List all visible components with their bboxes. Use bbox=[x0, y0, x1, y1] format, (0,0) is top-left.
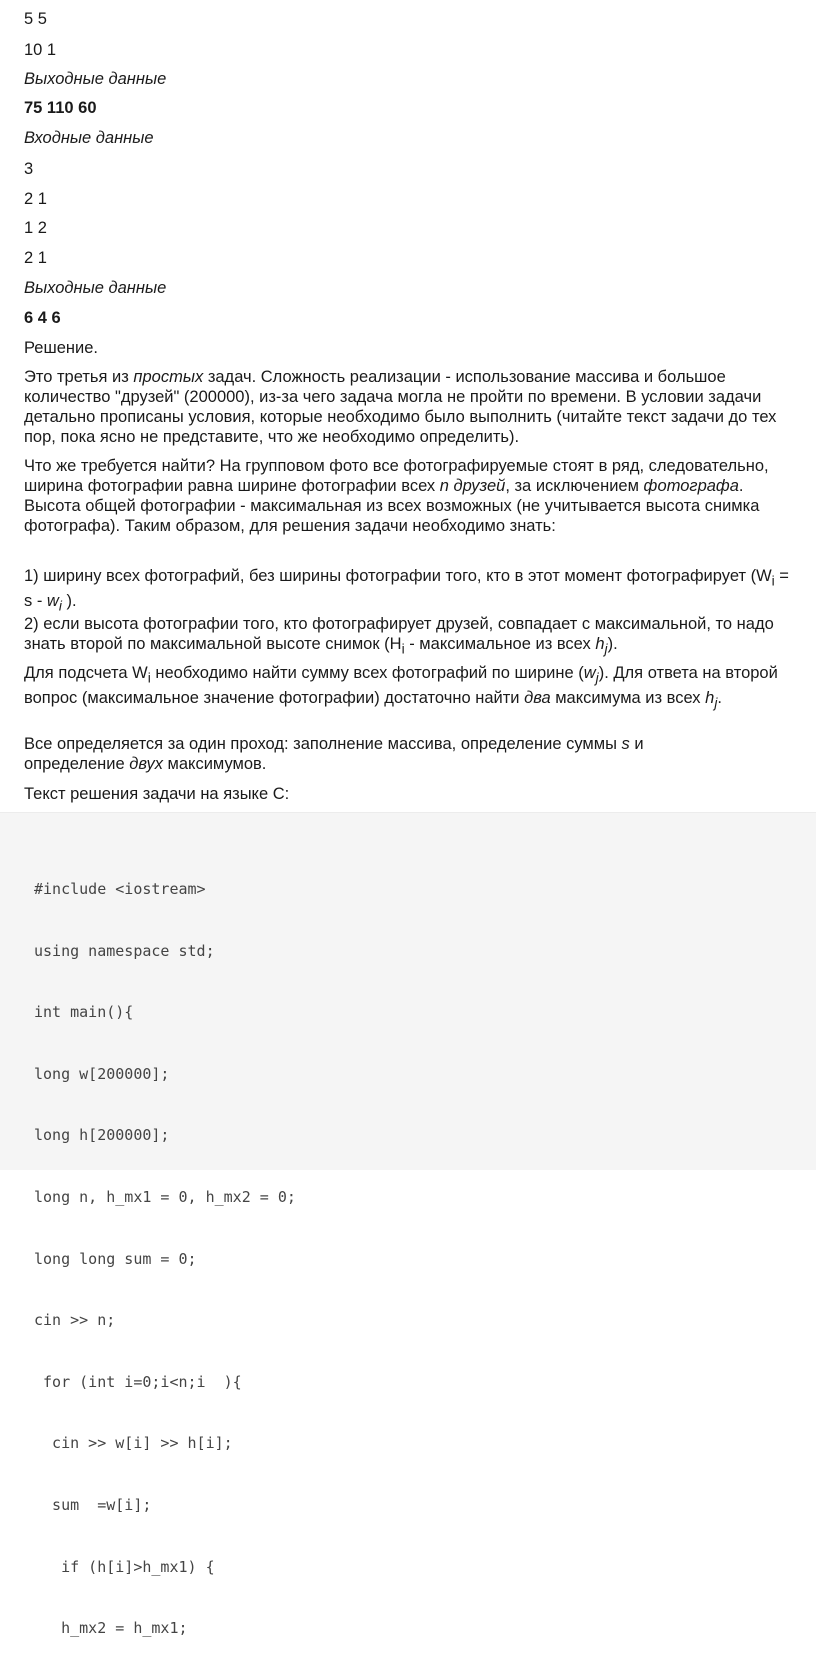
code-line: long h[200000]; bbox=[34, 1126, 170, 1145]
example-line: 10 1 bbox=[24, 41, 57, 59]
input-line: 2 1 bbox=[24, 190, 47, 208]
code-line: #include <iostream> bbox=[34, 880, 206, 898]
output-values: 75 110 60 bbox=[24, 99, 97, 117]
code-line: sum =w[i]; bbox=[34, 1495, 152, 1514]
code-line: cin >> n; bbox=[34, 1311, 116, 1330]
input-label: Входные данные bbox=[24, 129, 154, 147]
code-line: cin >> w[i] >> h[i]; bbox=[34, 1434, 233, 1453]
code-listing bbox=[34, 841, 296, 1678]
input-line: 3 bbox=[24, 160, 34, 178]
paragraph-point-2: 2) если высота фотографии того, кто фотографирует друзей, совпадает с максимальной, то надо знать второй по максимальной высоте снимок ($H_i$ - максимальное из всех $h_j$). bbox=[24, 615, 774, 657]
code-line: int main(){ bbox=[34, 1003, 134, 1022]
code-line: long n, h_mx1 = 0, h_mx2 = 0; bbox=[34, 1187, 296, 1206]
paragraph-single-pass: Все определяется за один проход: заполнение массива, определение суммы s и определение двух максимумов. bbox=[24, 735, 644, 773]
code-line: long long sum = 0; bbox=[34, 1249, 197, 1268]
code-block bbox=[0, 812, 816, 1638]
code-intro: Текст решения задачи на языке С: bbox=[24, 785, 290, 803]
paragraph-point-1: 1) ширину всех фотографий, без ширины фотографии того, кто в этот момент фотографирует ($W_i = s - w_i$ ). bbox=[24, 567, 789, 614]
output-values: 6 4 6 bbox=[24, 309, 61, 327]
output-label: Выходные данные bbox=[24, 70, 167, 88]
paragraph-counting: Для подсчета $W_i$ необходимо найти сумму всех фотографий по ширине $(w_j)$. Для ответа на второй вопрос (максимальное значение фотографии) достаточно найти два максимума из всех $h_j$. bbox=[24, 664, 778, 711]
code-line: h_mx2 = h_mx1; bbox=[34, 1619, 188, 1638]
output-label: Выходные данные bbox=[24, 279, 167, 297]
input-line: 2 1 bbox=[24, 249, 47, 267]
solution-heading: Решение. bbox=[24, 339, 98, 357]
input-line: 1 2 bbox=[24, 219, 47, 237]
example-line: 5 5 bbox=[24, 10, 47, 28]
paragraph-question: Что же требуется найти? На групповом фото все фотографируемые стоят в ряд, следовательно, ширина фотографии равна ширине фотографии всех n друзей, за исключением фотографа. Высота общей фотографии - максимальная из всех возможных (не учитывается высота снимка фотографа). Таким образом, для решения задачи необходимо знать: bbox=[24, 457, 769, 535]
code-line: using namespace std; bbox=[34, 941, 215, 960]
code-line: long w[200000]; bbox=[34, 1064, 170, 1083]
code-line: for (int i=0;i<n;i ){ bbox=[34, 1372, 242, 1391]
code-line: if (h[i]>h_mx1) { bbox=[34, 1557, 215, 1576]
paragraph-intro: Это третья из простых задач. Сложность реализации - использование массива и большое количество "друзей" (200000), из-за чего задача могла не пройти по времени. В условии задачи детально прописаны условия, которые необходимо было выполнить (читайте текст задачи до тех пор, пока ясно не представите, что же необходимо определить). bbox=[24, 368, 777, 446]
